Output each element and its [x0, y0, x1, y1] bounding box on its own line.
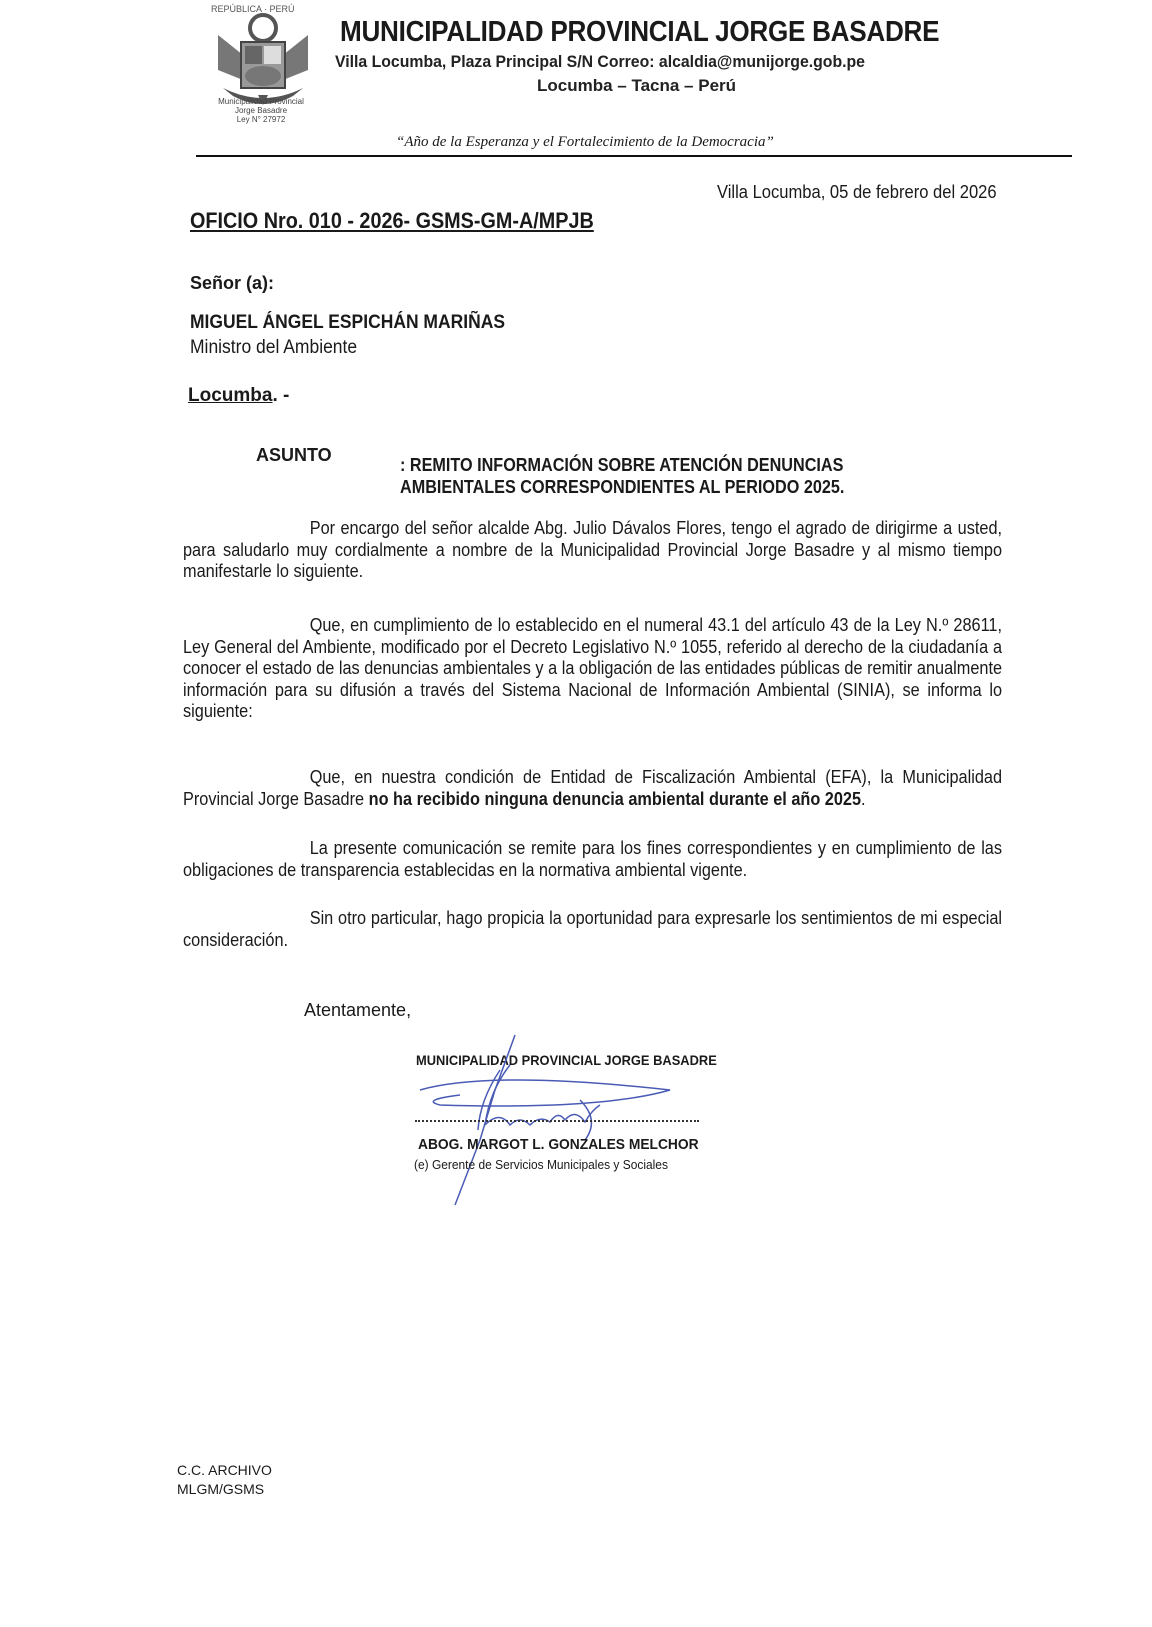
- subject-text: : REMITO INFORMACIÓN SOBRE ATENCIÓN DENUNCIAS AMBIENTALES CORRESPONDIENTES AL PERIODO 2025.: [400, 455, 845, 497]
- svg-text:REPÚBLICA · PERÚ: REPÚBLICA · PERÚ: [211, 4, 295, 14]
- seal-caption-line: Jorge Basadre: [234, 106, 288, 115]
- letter-date: Villa Locumba, 05 de febrero del 2026: [717, 182, 997, 202]
- letterhead-title: MUNICIPALIDAD PROVINCIAL JORGE BASADRE: [340, 16, 940, 48]
- signatory-role: (e) Gerente de Servicios Municipales y Sociales: [414, 1157, 668, 1172]
- seal-caption: [196, 97, 326, 124]
- signatory-name: ABOG. MARGOT L. GONZALES MELCHOR: [418, 1136, 699, 1153]
- recipient-role: Ministro del Ambiente: [190, 337, 358, 358]
- body-paragraph-2: Que, en cumplimiento de lo establecido en el numeral 43.1 del artículo 43 de la Ley N.º 28611, Ley General del Ambiente, modificado por el Decreto Legislativo N.º 1055, referido al derecho de la ciudadanía a conocer el estado de las denuncias ambientales y a la obligación de las entidades públicas de remitir anualmente información para su difusión a través del Sistema Nacional de Información Ambiental (SINIA), se informa lo siguiente:: [183, 615, 1003, 721]
- seal-caption-line: Ley N° 27972: [236, 115, 286, 124]
- signature-line: [415, 1120, 699, 1122]
- city-name: Locumba: [188, 385, 273, 406]
- letterhead-address: Villa Locumba, Plaza Principal S/N Correo: alcaldia@munijorge.gob.pe: [335, 52, 865, 71]
- body-paragraph-3: [183, 767, 1002, 810]
- body-paragraph-4: La presente comunicación se remite para los fines correspondientes y en cumplimiento de las obligaciones de transparencia establecidas en la normativa ambiental vigente.: [183, 838, 1003, 880]
- p3-end: .: [861, 788, 866, 809]
- letterhead-location: Locumba – Tacna – Perú: [537, 76, 737, 95]
- body-paragraph-1: Por encargo del señor alcalde Abg. Julio Dávalos Flores, tengo el agrado de dirigirme a usted, para saludarlo muy cordialmente a nombre de la Municipalidad Provincial Jorge Basadre y al mismo tiempo manifestarle lo siguiente.: [183, 518, 1003, 581]
- carbon-copy: [177, 1461, 272, 1499]
- cc-line: MLGM/GSMS: [177, 1481, 265, 1497]
- recipient-city: [188, 385, 289, 407]
- body-paragraph-5: Sin otro particular, hago propicia la oportunidad para expresarle los sentimientos de mi especial consideración.: [183, 908, 1003, 950]
- recipient-name: MIGUEL ÁNGEL ESPICHÁN MARIÑAS: [190, 312, 505, 333]
- city-suffix: . -: [272, 385, 290, 406]
- cc-line: C.C. ARCHIVO: [177, 1462, 272, 1478]
- letterhead-motto: “Año de la Esperanza y el Fortalecimiento de la Democracia”: [396, 134, 774, 150]
- p3-bold-statement: no ha recibido ninguna denuncia ambiental durante el año 2025: [368, 788, 862, 809]
- closing: Atentamente,: [304, 1000, 412, 1020]
- salutation: Señor (a):: [190, 273, 275, 293]
- reference-number: OFICIO Nro. 010 - 2026- GSMS-GM-A/MPJB: [190, 208, 594, 233]
- seal-caption-line: Municipalidad Provincial: [218, 97, 304, 106]
- header-divider: [196, 155, 1072, 157]
- p3-text: Que, en nuestra condición de Entidad de Fiscalización Ambiental (EFA), la Municipalidad Provincial Jorge Basadre: [183, 767, 1003, 809]
- signature-organization: MUNICIPALIDAD PROVINCIAL JORGE BASADRE: [416, 1052, 717, 1068]
- subject-label: ASUNTO: [256, 445, 332, 465]
